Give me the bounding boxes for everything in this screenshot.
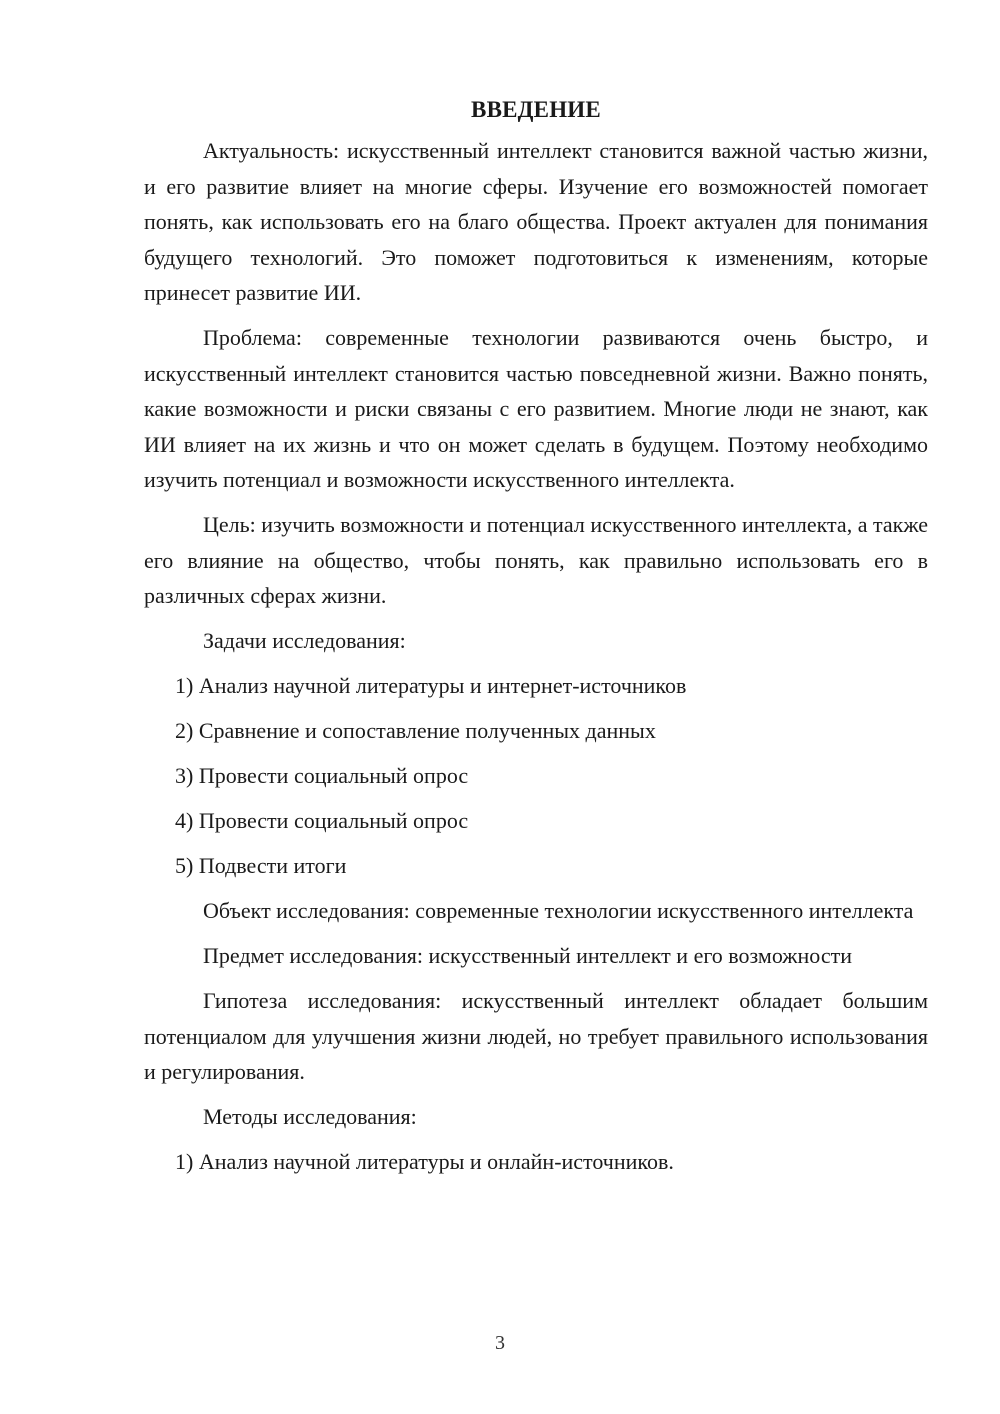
method-item-1: 1) Анализ научной литературы и онлайн-источников. [175,1149,674,1174]
problem-paragraph: Проблема: современные технологии развиваются очень быстро, и искусственный интеллект становится частью повседневной жизни. Важно понять, какие возможности и риски связаны с его развитием. Многие люди не знают, как ИИ влияет на их жизнь и что он может сделать в будущем. Поэтому необходимо изучить потенциал и возможности искусственного интеллекта. [144,325,928,492]
task-item-2: 2) Сравнение и сопоставление полученных данных [175,718,656,743]
task-item-4: 4) Провести социальный опрос [175,808,469,833]
page-number: 3 [495,1332,505,1354]
document-page [144,92,928,1189]
task-item-3: 3) Провести социальный опрос [175,763,469,788]
section-title: ВВЕДЕНИЕ [471,97,601,122]
goal-paragraph: Цель: изучить возможности и потенциал искусственного интеллекта, а также его влияние на общество, чтобы понять, как правильно использовать его в различных сферах жизни. [144,512,928,608]
object-paragraph: Объект исследования: современные технологии искусственного интеллекта [203,898,914,923]
task-item-1: 1) Анализ научной литературы и интернет-источников [175,673,687,698]
hypothesis-paragraph: Гипотеза исследования: искусственный интеллект обладает большим потенциалом для улучшения жизни людей, но требует правильного использования и регулирования. [144,988,928,1084]
subject-paragraph: Предмет исследования: искусственный интеллект и его возможности [203,943,852,968]
tasks-heading: Задачи исследования: [203,628,406,653]
task-item-5: 5) Подвести итоги [175,853,347,878]
methods-heading: Методы исследования: [203,1104,417,1129]
relevance-paragraph: Актуальность: искусственный интеллект становится важной частью жизни, и его развитие влияет на многие сферы. Изучение его возможностей помогает понять, как использовать его на благо общества. Проект актуален для понимания будущего технологий. Это поможет подготовиться к изменениям, которые принесет развитие ИИ. [144,138,928,305]
